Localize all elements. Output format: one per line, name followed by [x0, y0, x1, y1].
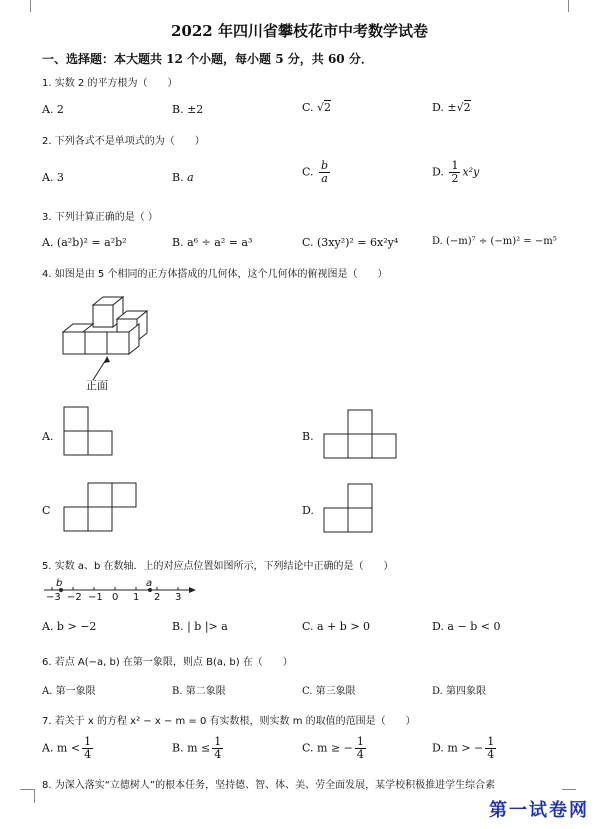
- q6-option-d: D. 第四象限: [432, 686, 487, 697]
- number-line-b-label: b: [56, 578, 63, 589]
- q1-option-c: C. √2: [302, 101, 332, 114]
- tick-neg1: −1: [88, 592, 103, 603]
- tick-2: 2: [154, 592, 161, 603]
- q3-option-d: D. (−m)⁷ ÷ (−m)² = −m⁵: [432, 236, 557, 247]
- q4-option-c-label: C: [42, 504, 51, 517]
- q1-option-b: B. ±2: [172, 103, 204, 116]
- tick-1: 1: [133, 592, 140, 603]
- q2-option-d: D. $\frac{1}{2}$ x²y: [432, 159, 480, 185]
- corner-mark-bottom-left: [20, 789, 34, 790]
- cube-solid-figure: [55, 290, 165, 400]
- q1-option-d: D. ±√2: [432, 101, 471, 114]
- tick-neg3: −3: [46, 592, 61, 603]
- q3-option-a: A. (a²b)² = a²b²: [42, 236, 127, 249]
- corner-mark-top-right: [568, 0, 569, 12]
- exam-title: 2022 年四川省攀枝花市中考数学试卷: [171, 22, 428, 40]
- sqrt-2: √2: [317, 101, 332, 114]
- question-4-stem: 4. 如图是由 5 个相同的正方体搭成的几何体，这个几何体的俯视图是（ ）: [42, 269, 388, 280]
- q6-option-a: A. 第一象限: [42, 686, 96, 697]
- q3-option-c: C. (3xy²)² = 6x²y⁴: [302, 236, 399, 249]
- q7-option-d: D. m > − $\frac{1}{4}$: [432, 735, 495, 761]
- q7-option-a: A. m < $\frac{1}{4}$: [42, 735, 92, 761]
- corner-mark-top-left: [30, 0, 31, 12]
- question-6-stem: 6. 若点 A(−a, b) 在第一象限，则点 B(a, b) 在（ ）: [42, 657, 293, 668]
- q1-option-a: A. 2: [42, 103, 64, 116]
- question-8-stem: 8. 为深入落实“立德树人”的根本任务，坚持德、智、体、美、劳全面发展，某学校积极推进学生综合素: [42, 780, 496, 791]
- q2-option-a: A. 3: [42, 171, 64, 184]
- tick-0: 0: [112, 592, 119, 603]
- q4-option-a-figure: [62, 405, 122, 457]
- q7-option-b: B. m ≤ $\frac{1}{4}$: [172, 735, 222, 761]
- question-5-stem: 5. 实数 a、b 在数轴．上的对应点位置如图所示，下列结论中正确的是（ ）: [42, 561, 394, 572]
- q5-option-b: B. | b |> a: [172, 620, 228, 633]
- q7-option-c: C. m ≥ − $\frac{1}{4}$: [302, 735, 364, 761]
- q4-option-b-label: B.: [302, 430, 314, 443]
- question-2-stem: 2. 下列各式不是单项式的为（ ）: [42, 136, 205, 147]
- question-3-stem: 3. 下列计算正确的是（ ）: [42, 212, 158, 223]
- question-7-stem: 7. 若关于 x 的方程 x² − x − m = 0 有实数根，则实数 m 的取值的范围是（ ）: [42, 716, 416, 727]
- fraction-b-over-a: $\frac{b}{a}$: [321, 159, 329, 185]
- corner-mark-bottom-right: [562, 789, 576, 790]
- brand-watermark: 第一试卷网: [489, 800, 589, 821]
- q5-option-d: D. a − b < 0: [432, 620, 501, 633]
- number-line-a-label: a: [146, 578, 153, 589]
- front-view-label: 正面: [86, 379, 108, 392]
- q4-option-d-figure: [322, 482, 378, 536]
- q4-option-c-figure: [62, 481, 142, 535]
- q6-option-c: C. 第三象限: [302, 686, 356, 697]
- tick-3: 3: [175, 592, 182, 603]
- q5-option-a: A. b > −2: [42, 620, 97, 633]
- q4-option-b-figure: [322, 408, 402, 460]
- q2-option-c: C. $\frac{b}{a}$: [302, 159, 329, 185]
- q4-option-d-label: D.: [302, 504, 314, 517]
- q6-option-b: B. 第二象限: [172, 686, 226, 697]
- corner-mark-bottom-left-v: [34, 789, 35, 803]
- section-heading: 一、选择题：本大题共 12 个小题，每小题 5 分，共 60 分．: [42, 52, 373, 66]
- q3-option-b: B. a⁶ ÷ a² = a³: [172, 236, 253, 249]
- q5-option-c: C. a + b > 0: [302, 620, 371, 633]
- tick-neg2: −2: [67, 592, 82, 603]
- question-1-stem: 1. 实数 2 的平方根为（ ）: [42, 78, 178, 89]
- q2-option-b: B. a: [172, 171, 194, 184]
- q4-option-a-label: A.: [42, 430, 54, 443]
